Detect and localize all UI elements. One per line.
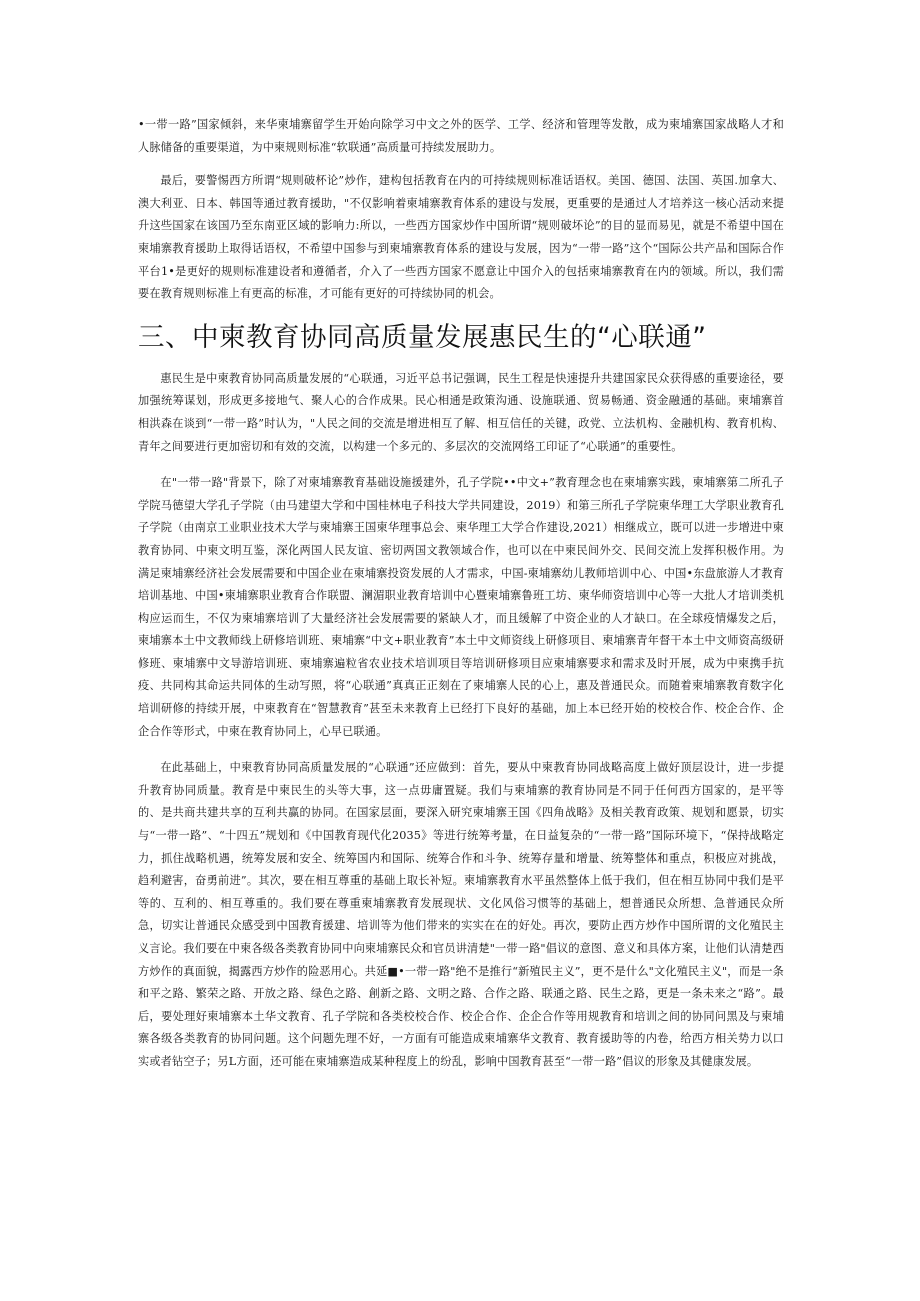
body-paragraph: 在"一带一路"背景下，除了对柬埔寨教育基础设施援建外，孔子学院••中文+”教育理念也在柬埔寨实践，柬埔寨第二所孔子学院马德望大学孔子学院（由马建望大学和中国桂林电子科技大学共同建设，2019）和第三所孔子学院柬华理工大学职业教育孔子学院（由南京工业职业技术大学与柬埔寨王国柬华理事总会、柬华理工大学合作建设,2021）相继成立，既可以进一步增进中柬教育协同、中柬文明互鉴，深化两国人民友谊、密切两国文教领域合作，也可以在中柬民间外交、民间交流上发挥积极作用。为满足柬埔寨经济社会发展需要和中国企业在柬埔寨投资发展的人才需求，中国-柬埔寨幼儿教师培训中心、中国•东盘旅游人才教育培训基地、中国•柬埔寨职业教育合作联盟、澜湄职业教育培训中心暨柬埔寨鲁班工坊、柬华师资培训中心等一大批人才培训类机构应运而生，不仅为柬埔寨培训了大量经济社会发展需要的紧缺人才，而且缓解了中资企业的人才缺口。在全球疫情爆发之后，柬埔寨本土中文教师线上研修培训班、柬埔寨“中文+职业教育”本土中文师资线上研修项目、柬埔寨青年督干本土中文师资高级研修班、柬埔寨中文导游培训班、柬埔寨遍粒省农业技术培训项目等培训研修项目应柬埔寨要求和需求及时开展，成为中柬携手抗疫、共同构其命运共同体的生动写照，将“心联通”真真正正刻在了柬埔寨人民的心上，惠及普通民众。而随着柬埔寨教育数字化培训研修的持续开展，中柬教育在“智慧教育”甚至未来教育上已经打下良好的基础，加上本已经开始的校校合作、校企合作、企企合作等形式，中柬在教育协同上，心早已联通。 [138, 476, 784, 738]
body-paragraph: 在此基础上，中柬教育协同高质量发展的“心联通”还应做到：首先，要从中柬教育协同战略高度上做好顶层设计，进一步提升教育协同质量。教育是中柬民生的头等大事，这一点毋庸置疑。我们与柬埔寨的教育协同是不同于任何西方国家的，是平等的、是共商共建共享的互利共赢的协同。在国家层面，要深入研究柬埔寨王国《四角战略》及相关教育政策、规划和愿景，切实与“一带一路”、“十四五”规划和《中国教育现代化2035》等进行统筹考量，在日益复杂的“一带一路”国际环境下，“保持战略定力，抓住战略机遇，统筹发展和安全、统筹国内和国际、统筹合作和斗争、统筹存量和增量、统筹整体和重点，积极应对挑战，趋利避害，奋勇前进”。其次，要在相互尊重的基础上取长补短。柬埔寨教育水平虽然整体上低于我们，但在相互协同中我们是平等的、互利的、相互尊重的。我们要在尊重柬埔寨教育发展现状、文化风俗习惯等的基础上，想普通民众所想、急普通民众所急，切实让普通民众感受到中国教育援建、培训等为他们带来的实实在在的好处。再次，要防止西方炒作中国所谓的文化殖民主义言论。我们要在中柬各级各类教育协同中向柬埔寨民众和官员讲清楚"一带一路"倡议的意图、意义和具体方案，让他们认清楚西方炒作的真面貌，揭露西方炒作的险恶用心。共延■•一带一路"绝不是推行“新殖民主义”，更不是什么"文化殖民主义"，而是一条和平之路、繁荣之路、开放之路、绿色之路、創新之路、文明之路、合作之路、联通之路、民生之路，更是一条未来之“路”。最后，要处理好柬埔寨本土华文教育、孔子学院和各类校校合作、校企合作、企企合作等用规教育和培训之间的协同问黑及与柬埔寨各级各类教育的协同问题。这个问题先理不好，一方面有可能造成柬埔寨华文教育、教育援助等的内卷，给西方相关势力以口实或者钻空子；另L方面，还可能在柬埔寨造成某种程度上的纷乱，影响中国教育甚至“一带一路”倡议的形象及其健康发展。 [138, 761, 784, 1068]
body-paragraph: 惠民生是中柬教育协同高质量发展的“心联通，习近平总书记强调，民生工程是快速提升共建国家民众获得感的重要途径，要加强统筹谋划，形成更多接地气、聚人心的合作成果。民心相通是政策沟通、设施联通、贸易畅通、资金融通的基础。柬埔寨首相洪森在谈到“一带一路”时认为，"人民之间的交流是增进相互了解、相互信任的关键，政党、立法机构、金融机构、教育机构、青年之间要进行更加密切和有效的交流，以构建一个多元的、多层次的交流网络工印证了“心联通”的重要性。 [138, 371, 784, 453]
body-paragraph: 最后，要警惕西方所谓“规则破杯论”炒作，建构包括教育在内的可持续规则标准话语权。美国、德国、法国、英国.加拿大、澳大利亚、日本、韩国等通过教育援助，"不仅影响着柬埔寨教育体系的建设与发展，更重要的是通过人才培养这一核心活动来提升这些国家在该国乃至东南亚区域的影响力:所以，一些西方国家炒作中国所谓“规则破坏论”的目的显而易见，就是不希望中国在柬埔寨教育援助上取得话语权，不希望中国参与到柬埔寨教育体系的建设与发展，因为“一带一路”这个“国际公共产品和国际合作平台1•是更好的规则标准建设者和遵循者，介入了一些西方国家不愿意让中国介入的包括柬埔寨教育在内的领域。所以，我们需要在教育规则标准上有更高的标准，才可能有更好的可持续协同的机会。 [138, 174, 784, 301]
body-paragraph: •一带一路”国家倾斜，来华柬埔寨留学生开始向除学习中文之外的医学、工学、经济和管理等发散，成为柬埔寨国家战略人才和人脉储备的重要渠道，为中柬规则标准“软联通”高质量可持续发展助力。 [138, 118, 784, 154]
document-page [138, 114, 784, 1074]
section-heading: 三、中柬教育协同高质量发展惠民生的“心联通” [138, 321, 707, 353]
